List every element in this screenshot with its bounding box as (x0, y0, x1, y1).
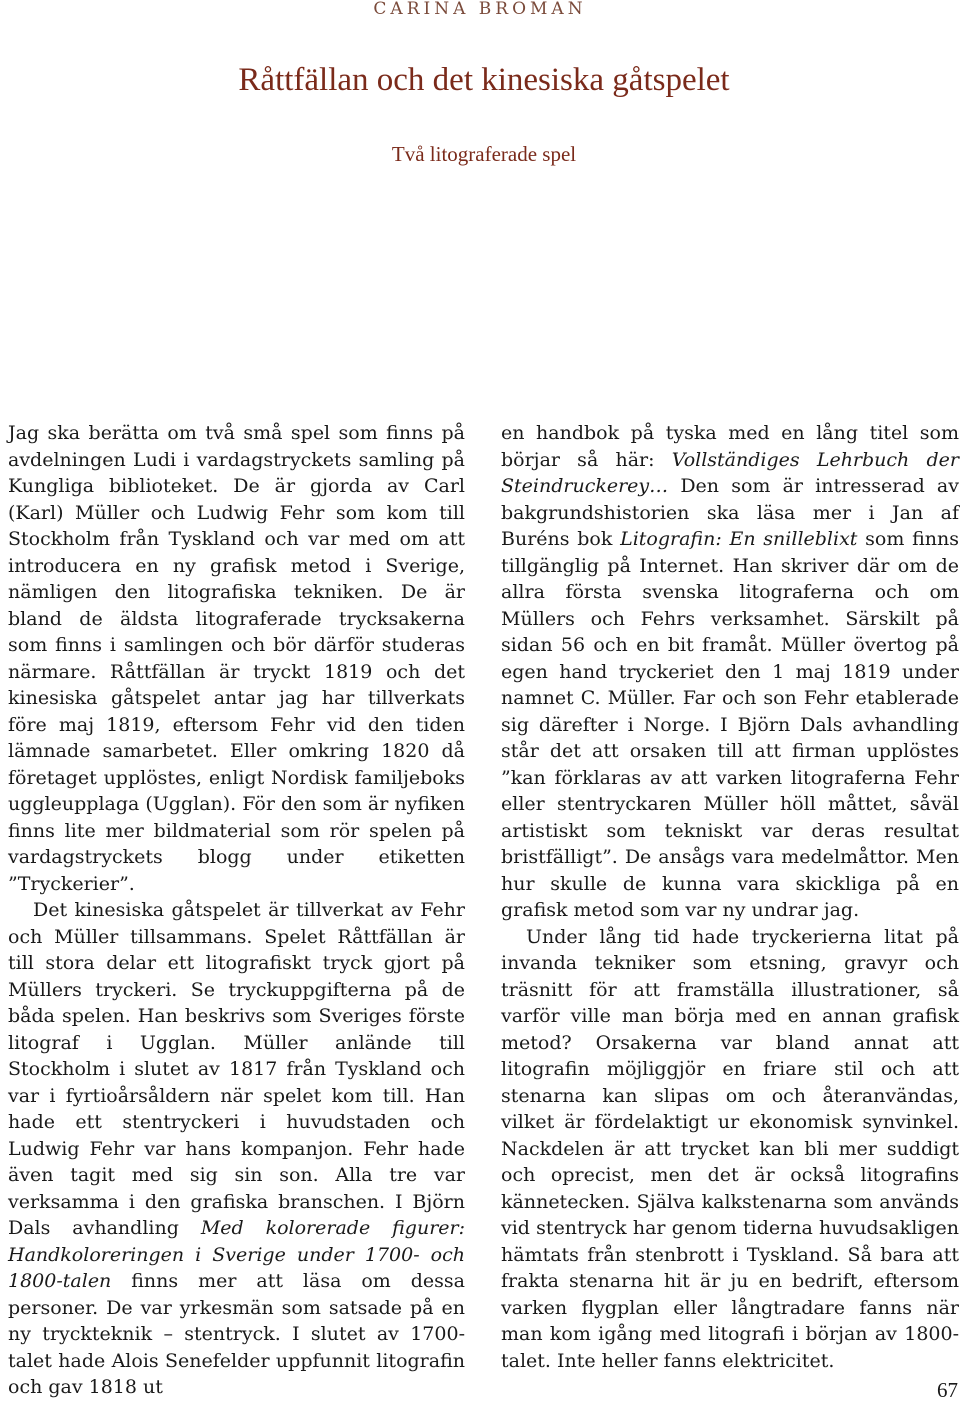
text-run: Det kinesiska gåtspelet är tillverkat av Fehr och Müller tillsammans. Spelet Råttfällan är till stora delar ett litografiskt tryck gjort på Müllers tryckeri. Se tryckuppgifterna på de båda spelen. Han beskrivs som Sveriges förste litograf i Ugglan. Müller anlände till Stockholm i slutet av 1817 från Tyskland och var i fyrtioårsåldern när spelet kom till. Han hade ett stentryckeri i huvudstaden och Ludwig Fehr var hans kompanjon. Fehr hade även tagit med sig sin son. Alla tre var verksamma i den grafiska branschen. I Björn Dals avhandling (8, 899, 465, 1239)
paragraph: Jag ska berätta om två små spel som finns på avdelningen Ludi i vardagstryckets samling på Kungliga biblioteket. De är gjorda av Carl (Karl) Müller och Ludwig Fehr som kom till Stockholm från Tyskland och var med om att introducera en ny grafisk metod i Sverige, nämligen den litografiska tekniken. De är bland de äldsta litograferade trycksakerna som finns i samlingen och bör därför studeras närmare. Råttfällan är tryckt 1819 och det kinesiska gåtspelet antar jag har tillverkats före maj 1819, eftersom Fehr vid den tiden lämnade samarbetet. Eller omkring 1820 då företaget upplöstes, enligt Nordisk familjeboks uggleupplaga (Ugglan). För den som är nyfiken finns lite mer bildmaterial som rör spelen på vardagstryckets blogg under etiketten ”Tryckerier”. (8, 422, 465, 895)
article-title: Råttfällan och det kinesiska gåtspelet (238, 62, 730, 98)
right-column (501, 420, 959, 1374)
paragraph (501, 420, 959, 924)
book-title: Med kolorerade figurer: Handkoloreringen i Sverige under 1700- och 1800-talen (8, 1217, 466, 1292)
left-column (8, 420, 465, 1401)
paragraph (8, 897, 465, 1401)
text-run: som finns tillgänglig på Internet. Han skriver där om de allra första svenska litograferna och om Müllers och Fehrs verksamhet. Särskilt på sidan 56 och en bit framåt. Müller övertog på egen hand tryckeriet den 1 maj 1819 under namnet C. Müller. Far och son Fehr etablerade sig därefter i Norge. I Björn Dals avhandling står det att orsaken till att firman upplöstes ”kan förklaras av att varken litograferna Fehr eller stentryckaren Müller höll måttet, såväl artistiskt som tekniskt var deras resultat bristfälligt”. De ansågs vara medelmåttor. Men hur skulle de kunna vara skickliga på en grafisk metod som var ny undrar jag. (501, 528, 959, 921)
article-subtitle: Två litograferade spel (391, 142, 577, 166)
text-run: finns mer att läsa om dessa personer. De var yrkesmän som satsade på en ny tryckteknik – stentryck. I slutet av 1700-talet hade Alois Senefelder uppfunnit litografin och gav 1818 ut (8, 1270, 465, 1398)
book-title: Litografin: En snilleblixt (620, 528, 858, 550)
page-number: 67 (937, 1378, 958, 1402)
text-run: en handbok på tyska med en lång titel som börjar så här: (501, 422, 959, 471)
paragraph: Under lång tid hade tryckerierna litat på invanda tekniker som etsning, gravyr och träsnitt för att framställa illustrationer, så varför ville man börja med en annan grafisk metod? Orsakerna var bland annat att litografin möjliggjör en friare stil och att stenarna kan slipas om och återanvändas, vilket är fördelaktigt ur ekonomisk synvinkel. Nackdelen är att trycket kan bli mer suddigt och oprecist, men det är också litografins kännetecken. Själva kalkstenarna som används vid stentryck har genom tiderna huvudsakligen hämtats från stenbrott i Tyskland. Så bara att frakta stenarna hit är ju en bedrift, eftersom varken flygplan eller långtradare fanns när man kom igång med litografi i början av 1800-talet. Inte heller fanns elektricitet. (501, 925, 959, 1372)
book-title: Vollständiges Lehrbuch der Steindruckerey… (501, 448, 959, 497)
author-name: CARINA BROMAN (373, 0, 587, 19)
text-run: Den som är intresserad av bakgrundshistorien ska läsa mer i Jan af Buréns bok (501, 475, 959, 550)
